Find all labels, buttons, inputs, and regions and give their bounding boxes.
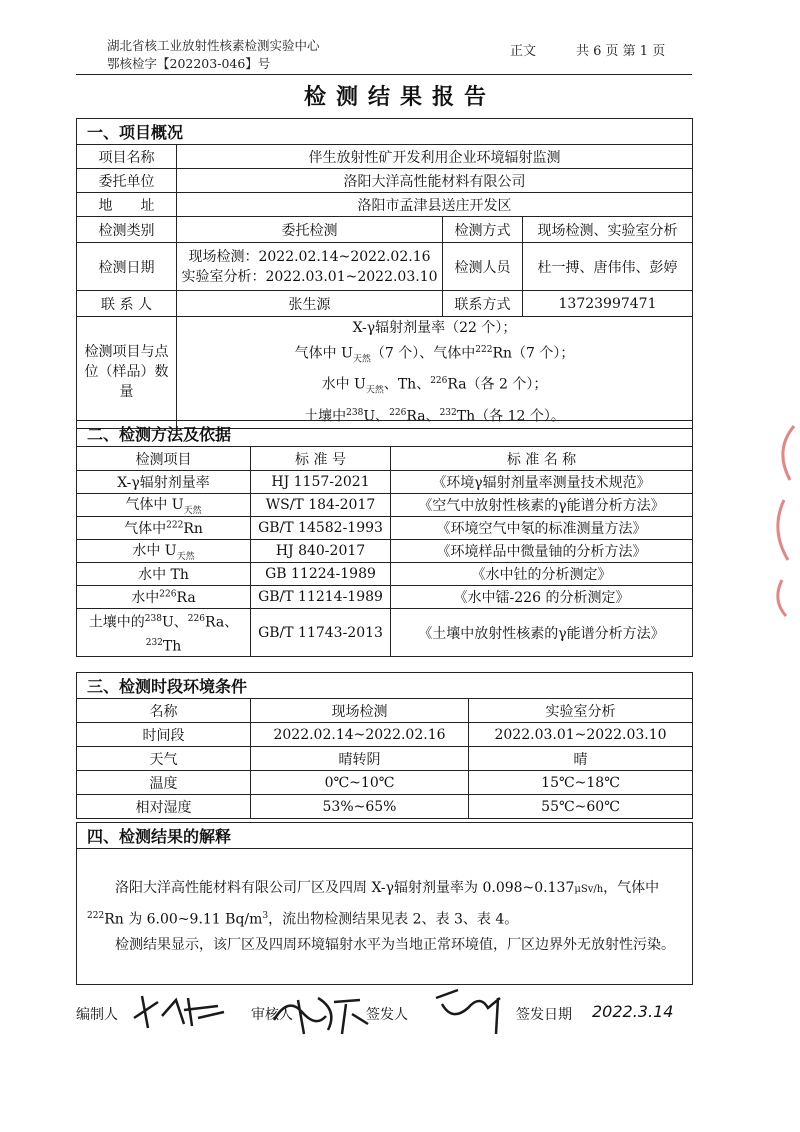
contact-label: 联 系 人 [77,291,177,317]
table-row [77,586,693,609]
issuer-signature [428,978,508,1038]
issuer-label: 签发人 [366,1007,408,1023]
project-name-label: 项目名称 [77,145,177,169]
row-std-name: 《环境空气中氡的标准测量方法》 [391,517,693,540]
table-row [77,795,693,819]
row-std-no: GB/T 11743-2013 [251,609,391,657]
inspector-label: 检测人员 [443,243,523,291]
col-std-name: 标 准 名 称 [391,447,693,471]
cond-name: 天气 [77,747,251,771]
row-std-no: HJ 840-2017 [251,540,391,563]
issue-date-label: 签发日期 [516,1007,572,1023]
client-label: 委托单位 [77,169,177,193]
issue-date-value: 2022.3.14 [592,1002,674,1021]
results-text [77,849,693,985]
cond-lab: 2022.03.01~2022.03.10 [469,723,693,747]
category-value: 委托检测 [177,217,443,243]
header-org-name: 湖北省核工业放射性核素检测实验中心 [107,38,320,53]
conditions-table [76,672,693,819]
inspector-value: 杜一搏、唐伟伟、彭婷 [523,243,693,291]
cond-name: 温度 [77,771,251,795]
results-paragraph-1: 洛阳大洋高性能材料有限公司厂区及四周 X-γ辐射剂量率为 0.098~0.137μSv/h，气体中$^{222}$Rn 为 6.00~9.11 $Bq/m^3$，流出物检测结果见表 2、表 3、表 4。 [87,879,660,928]
contact-value: 张生源 [177,291,443,317]
col-name: 名称 [77,699,251,723]
table-row [77,517,693,540]
date-field: 现场检测：2022.02.14~2022.02.16 [188,248,431,265]
cond-field: 0℃~10℃ [251,771,469,795]
items-label: 检测项目与点位（样品）数量 [77,317,177,429]
row-item: 气体中 $U_{天然}$ [77,494,251,517]
project-overview-table [76,118,693,429]
date-label: 检测日期 [77,243,177,291]
row-item: 土壤中的$^{238}$U、$^{226}$Ra、 $^{232}$Th [77,609,251,657]
table-row [77,609,693,657]
reviewer-label: 审核人 [251,1007,293,1023]
items-value [177,317,693,429]
cond-name: 相对湿度 [77,795,251,819]
results-table [76,822,693,985]
page-title: 检测结果报告 [303,85,496,110]
items-line1: X-γ辐射剂量率（22 个）； [352,320,517,336]
cond-field: 晴转阴 [251,747,469,771]
row-std-no: GB 11224-1989 [251,563,391,586]
row-item: 水中 $U_{天然}$ [77,540,251,563]
items-line4: 土壤中$^{238}$U、$^{226}$Ra、$^{232}$Th（各 12 个）。 [304,407,565,425]
table-row [77,540,693,563]
date-lab: 实验室分析：2022.03.01~2022.03.10 [181,268,438,285]
header-report-number: 鄂核检字【202203-046】号 [107,56,271,71]
cond-lab: 15℃~18℃ [469,771,693,795]
reviewer-signature [268,990,374,1040]
cond-lab: 晴 [469,747,693,771]
row-std-name: 《土壤中放射性核素的γ能谱分析方法》 [391,609,693,657]
col-std-no: 标 准 号 [251,447,391,471]
items-line2: 气体中 $U_{天然}(7$ 个）、气体中$^{222}$Rn（7 个）； [294,345,575,365]
row-std-name: 《水中钍的分析测定》 [391,563,693,586]
table-row [77,747,693,771]
compiler-label: 编制人 [76,1007,118,1023]
row-item: 水中 Th [77,563,251,586]
row-std-name: 《环境样品中微量铀的分析方法》 [391,540,693,563]
header-rule [76,74,692,75]
methods-table [76,420,693,657]
cond-name: 时间段 [77,723,251,747]
section3-heading: 三、检测时段环境条件 [77,673,693,699]
col-lab: 实验室分析 [469,699,693,723]
address-value: 洛阳市孟津县送庄开发区 [177,193,693,217]
phone-label: 联系方式 [443,291,523,317]
table-row [77,723,693,747]
date-value [177,243,443,291]
row-std-no: GB/T 14582-1993 [251,517,391,540]
cond-field: 53%~65% [251,795,469,819]
seal-stamp-edge [764,420,800,620]
table-row [77,563,693,586]
table-row [77,771,693,795]
col-field: 现场检测 [251,699,469,723]
items-line3: 水中 $U_{天然}$、Th、$^{226}$Ra（各 2 个）； [321,376,548,396]
section1-heading: 一、项目概况 [77,119,693,145]
category-label: 检测类别 [77,217,177,243]
compiler-signature [128,990,228,1034]
row-item: 水中$^{226}$Ra [77,586,251,609]
row-std-no: WS/T 184-2017 [251,494,391,517]
header-status: 正文 [510,44,537,59]
section4-heading: 四、检测结果的解释 [77,823,693,849]
phone-value: 13723997471 [523,291,693,317]
project-name-value: 伴生放射性矿开发利用企业环境辐射监测 [177,145,693,169]
row-std-no: HJ 1157-2021 [251,471,391,494]
row-item: X-γ辐射剂量率 [77,471,251,494]
col-item: 检测项目 [77,447,251,471]
cond-lab: 55℃~60℃ [469,795,693,819]
row-std-name: 《环境γ辐射剂量率测量技术规范》 [391,471,693,494]
client-value: 洛阳大洋高性能材料有限公司 [177,169,693,193]
address-label: 地 址 [77,193,177,217]
method-value: 现场检测、实验室分析 [523,217,693,243]
method-label: 检测方式 [443,217,523,243]
row-std-name: 《水中镭-226 的分析测定》 [391,586,693,609]
section2-heading: 二、检测方法及依据 [77,421,693,447]
row-std-no: GB/T 11214-1989 [251,586,391,609]
table-row [77,494,693,517]
cond-field: 2022.02.14~2022.02.16 [251,723,469,747]
row-std-name: 《空气中放射性核素的γ能谱分析方法》 [391,494,693,517]
table-row [77,471,693,494]
row-item: 气体中$^{222}$Rn [77,517,251,540]
results-paragraph-2: 检测结果显示，该厂区及四周环境辐射水平为当地正常环境值，厂区边界外无放射性污染。 [115,937,675,954]
header-page-info: 共 6 页 第 1 页 [576,44,666,59]
